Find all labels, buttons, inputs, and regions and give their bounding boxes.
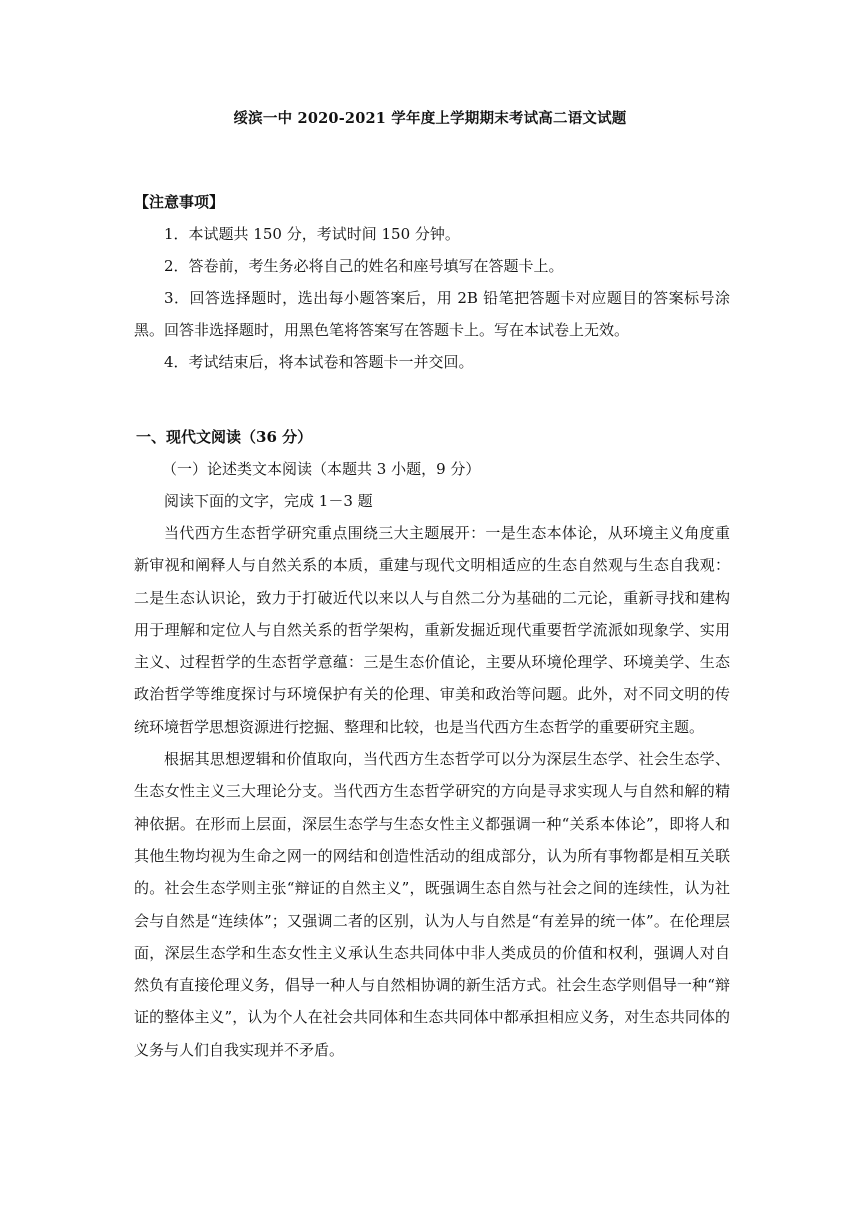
- subsection-heading: （一）论述类文本阅读（本题共 3 小题，9 分）: [162, 460, 481, 478]
- passage-paragraph-1: 当代西方生态哲学研究重点围绕三大主题展开：一是生态本体论，从环境主义角度重新审视和阐释人与自然关系的本质，重建与现代文明相适应的生态自然观与生态自我观：二是生态认识论，致力于打破近代以来以人与自然二分为基础的二元论，重新寻找和建构用于理解和定位人与自然关系的哲学架构，重新发掘近现代重要哲学流派如现象学、实用主义、过程哲学的生态哲学意蕴：三是生态价值论，主要从环境伦理学、环境美学、生态政治哲学等维度探讨与环境保护有关的伦理、审美和政治等问题。此外，对不同文明的传统环境哲学思想资源进行挖掘、整理和比较，也是当代西方生态哲学的重要研究主题。: [134, 524, 730, 736]
- passage-paragraph-2: 根据其思想逻辑和价值取向，当代西方生态哲学可以分为深层生态学、社会生态学、生态女性主义三大理论分支。当代西方生态哲学研究的方向是寻求实现人与自然和解的精神依据。在形而上层面，深层生态学与生态女性主义都强调一种“关系本体论”，即将人和其他生物均视为生命之网一的网结和创造性活动的组成部分，认为所有事物都是相互关联的。社会生态学则主张“辩证的自然主义”，既强调生态自然与社会之间的连续性，认为社会与自然是“连续体”；又强调二者的区别，认为人与自然是“有差异的统一体”。在伦理层面，深层生态学和生态女性主义承认生态共同体中非人类成员的价值和权利，强调人对自然负有直接伦理义务，倡导一种人与自然相协调的新生活方式。社会生态学则倡导一种“辩证的整体主义”，认为个人在社会共同体和生态共同体中都承担相应义务，对生态共同体的义务与人们自我实现并不矛盾。: [134, 750, 730, 1059]
- notice-item-2: 2．答卷前，考生务必将自己的姓名和座号填写在答题卡上。: [164, 257, 564, 275]
- notice-section: [134, 186, 730, 378]
- notice-item-4: 4．考试结束后，将本试卷和答题卡一并交回。: [164, 353, 474, 371]
- notice-item-3: 3．回答选择题时，选出每小题答案后，用 2B 铅笔把答题卡对应题目的答案标号涂黑。回答非选择题时，用黑色笔将答案写在答题卡上。写在本试卷上无效。: [134, 289, 730, 339]
- notice-heading: 【注意事项】: [134, 193, 225, 211]
- reading-instruction: 阅读下面的文字，完成 1－3 题: [164, 492, 373, 510]
- reading-section: [134, 421, 730, 1066]
- notice-item-1: 1．本试题共 150 分，考试时间 150 分钟。: [164, 225, 460, 243]
- section-heading: 一、现代文阅读（36 分）: [136, 428, 313, 446]
- document-title: 绥滨一中 2020-2021 学年度上学期期末考试高二语文试题: [233, 110, 627, 127]
